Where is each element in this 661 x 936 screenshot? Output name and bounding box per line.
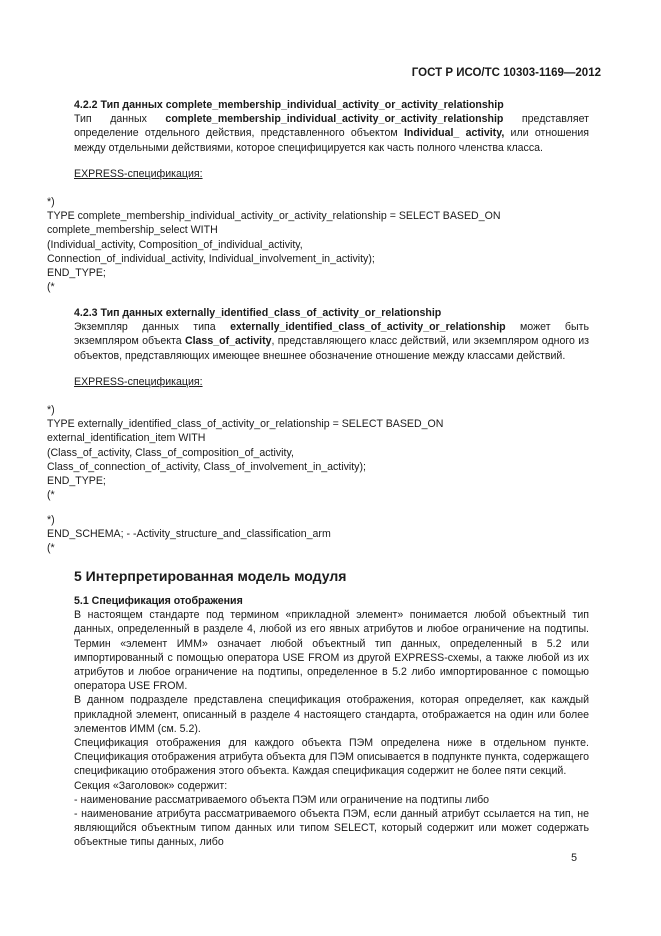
section-heading: 4.2.2 Тип данных complete_membership_individual_activity_or_activity_relationship — [74, 99, 504, 111]
code-line: TYPE complete_membership_individual_activity_or_activity_relationship = SELECT BASED_ON — [47, 210, 501, 223]
section-heading: 4.2.3 Тип данных externally_identified_class_of_activity_or_relationship — [74, 307, 442, 319]
bold-term: Class_of_activity — [184, 335, 272, 348]
code-line: complete_membership_select WITH — [47, 224, 218, 237]
section-title: 5 Интерпретированная модель модуля — [74, 568, 347, 584]
code-line: (Individual_activity, Composition_of_individual_activity, — [47, 238, 303, 251]
express-label-text: EXPRESS-спецификация: — [74, 376, 203, 388]
text: может быть экземпляром объекта — [74, 321, 589, 348]
end-schema-block — [47, 513, 589, 556]
paragraph: Спецификация отображения для каждого объекта ПЭМ определена ниже в отдельном пункте. Спецификация отображения атрибута объекта для ПЭМ описывается в подпункте пункта, содержащего спецификацию отображения этого объекта. Каждая спецификация содержит не более пяти секций. — [74, 737, 589, 778]
express-label — [47, 375, 616, 389]
bold-term: Individual_ activity, — [403, 127, 505, 140]
bold-term: externally_identified_class_of_activity_or_relationship — [230, 321, 506, 334]
text: , представляющего класс действий, или экземпляром одного из объектов, представляющих имеющее внешнее обозначение отношение между классами действий. — [74, 335, 589, 362]
code-line: Connection_of_individual_activity, Individual_involvement_in_activity); — [47, 252, 375, 265]
code-line: (* — [47, 281, 55, 294]
code-line: (* — [47, 542, 55, 555]
subsection-heading: 5.1 Спецификация отображения — [74, 595, 243, 607]
paragraph — [47, 112, 589, 155]
document-id: ГОСТ Р ИСО/ТС 10303-1169—2012 — [411, 67, 601, 79]
paragraph: Секция «Заголовок» содержит: — [74, 779, 228, 792]
code-line: TYPE externally_identified_class_of_activity_or_relationship = SELECT BASED_ON — [47, 418, 444, 431]
page-number: 5 — [571, 852, 577, 864]
list-item: - наименование рассматриваемого объекта ПЭМ или ограничение на подтипы либо — [74, 793, 490, 806]
code-line: *) — [47, 196, 55, 208]
code-line: END_TYPE; — [47, 475, 106, 488]
code-line: Class_of_connection_of_activity, Class_of_involvement_in_activity); — [47, 460, 366, 473]
code-line: (Class_of_activity, Class_of_composition_of_activity, — [47, 446, 294, 459]
text: или отношения между отдельными действиями, которое специфицируется как часть полного членства класса. — [74, 127, 589, 154]
text: Экземпляр данных типа — [74, 321, 231, 334]
code-line: external_identification_item WITH — [47, 432, 206, 445]
section-4-2-2 — [47, 98, 589, 155]
code-block — [47, 195, 589, 294]
bold-term: complete_membership_individual_activity_or_activity_relationship — [165, 113, 504, 126]
code-block — [47, 403, 589, 502]
section-5 — [47, 594, 589, 850]
paragraph: В настоящем стандарте под термином «прикладной элемент» понимается любой объектный тип данных, определенный в разделе 4, любой из его явных атрибутов и любое ограничение на подтипы. Термин «элемент ИММ» означает любой объектный тип данных, определенный в 5.2 или импортированный с помощью оператора USE FROM из другой EXPRESS-схемы, а также любой из их атрибутов и любое ограничение на подтипы, определенное в 5.2 либо импортированное с помощью оператора USE FROM. — [74, 609, 589, 693]
code-line: *) — [47, 404, 55, 416]
express-label-text: EXPRESS-спецификация: — [74, 168, 203, 180]
code-line: END_TYPE; — [47, 267, 106, 280]
paragraph — [47, 320, 589, 363]
section-4-2-3 — [47, 306, 589, 363]
text: представляет определение отдельного действия, представленного объектом — [74, 113, 589, 140]
section-5-heading — [47, 569, 616, 585]
list-item: - наименование атрибута рассматриваемого объекта ПЭМ, если данный атрибут ссылается на тип, не являющийся объектным типом данных или типом SELECT, который содержит или может содержать объектные типы данных, либо — [74, 808, 589, 849]
code-line: (* — [47, 489, 55, 502]
code-line: END_SCHEMA; - -Activity_structure_and_classification_arm — [47, 528, 331, 541]
code-line: *) — [47, 514, 55, 526]
paragraph: В данном подразделе представлена спецификация отображения, которая определяет, как каждый прикладной элемент, описанный в разделе 4 настоящего стандарта, отображается на один или более элементов ИММ (см. 5.2). — [74, 694, 589, 735]
text: Тип данных — [74, 113, 166, 126]
express-label — [47, 167, 616, 181]
